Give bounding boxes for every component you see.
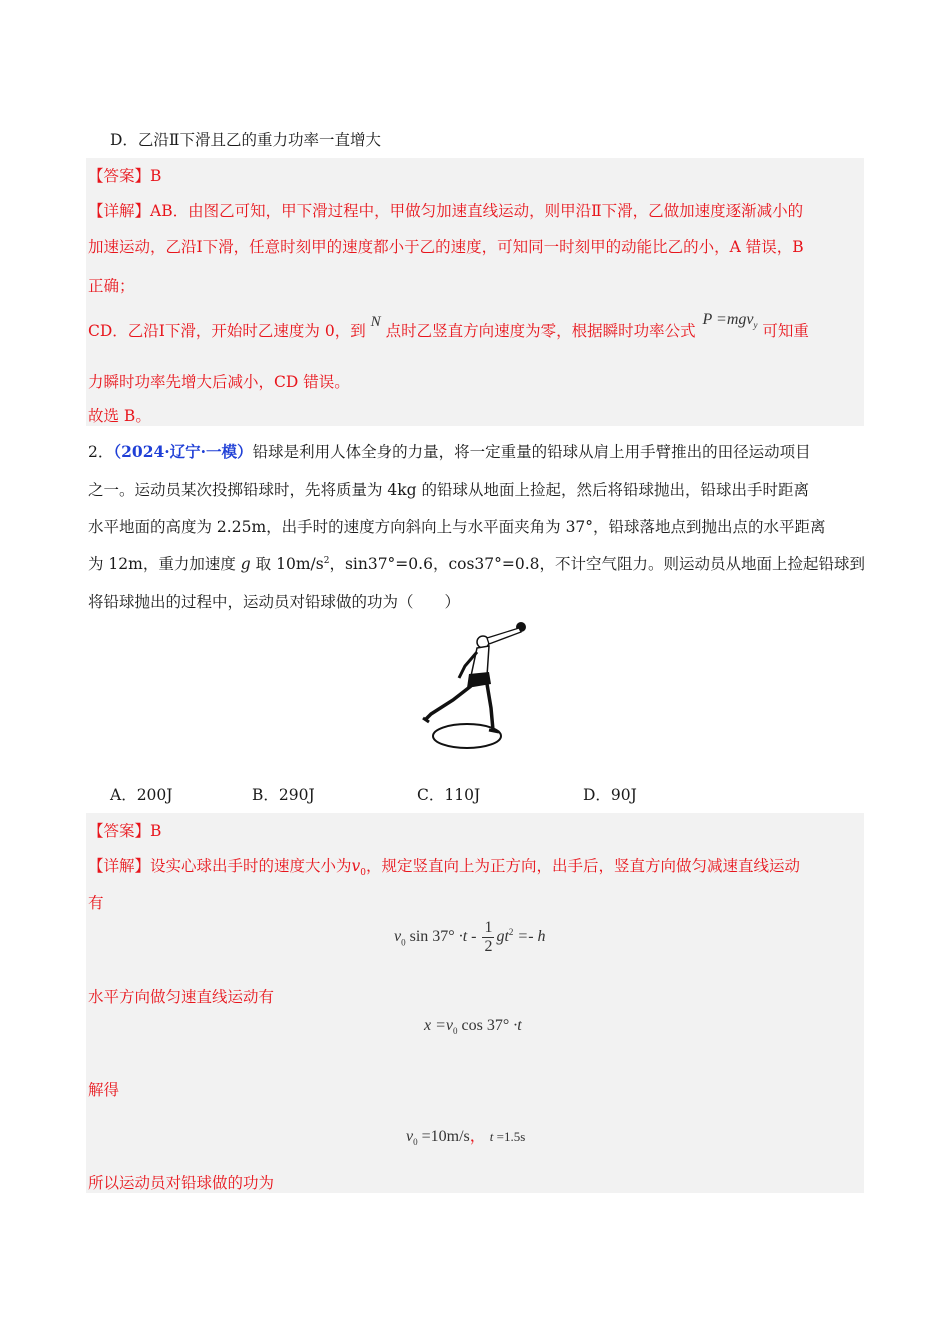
- detail-text: 可知重: [762, 322, 809, 340]
- stem-text: 铅球是利用人体全身的力量，将一定重量的铅球从肩上用手臂推出的田径运动项目: [252, 443, 811, 461]
- equation-horizontal: $x =v_0$ cos 37° ·t: [424, 1017, 522, 1037]
- question-number: 2．: [88, 443, 114, 461]
- equation-vertical: $v_0$ sin 37° ·t - $\frac{1}{2}$ $gt^2 =- h$: [394, 919, 546, 955]
- stem-text: 为 12m，重力加速度: [88, 555, 236, 573]
- eq-text: =10m/s: [417, 1128, 470, 1145]
- eq-text: =1.5s: [493, 1129, 526, 1144]
- question-2-line: [88, 440, 811, 462]
- stem-line: 将铅球抛出的过程中，运动员对铅球做的功为（ ）: [88, 593, 461, 611]
- option-c: C．110J: [417, 786, 481, 804]
- detail-line: 解得: [88, 1081, 120, 1099]
- eq-symbol: t: [489, 1129, 494, 1144]
- symbol-v: v: [351, 857, 361, 875]
- detail-text: CD．乙沿Ⅰ下滑，开始时乙速度为 0，到: [88, 322, 366, 340]
- stem-line: 之一。运动员某次投掷铅球时，先将质量为 4kg 的铅球从地面上捡起，然后将铅球抛出，铅球出手时距离: [88, 481, 810, 499]
- separator: ，: [469, 1128, 486, 1145]
- detail-line: 水平方向做匀速直线运动有: [88, 988, 275, 1006]
- eq-symbol: v: [394, 928, 402, 946]
- answer-block-q2: [86, 813, 864, 1193]
- option-b: B．290J: [252, 786, 315, 804]
- formula-sub: y: [753, 320, 758, 331]
- shot-put-athlete-figure: [415, 618, 533, 754]
- option-a: A．200J: [110, 786, 173, 804]
- stem-line: 水平地面的高度为 2.25m，出手时的速度方向斜向上与水平面夹角为 37°，铅球落地点到抛出点的水平距离: [88, 518, 826, 536]
- eq-text: sin 37°: [409, 928, 455, 946]
- detail-text: ，规定竖直向上为正方向，出手后，竖直方向做匀减速直线运动: [366, 857, 801, 875]
- detail-line: [88, 854, 800, 878]
- eq-text: ·t -: [458, 928, 477, 946]
- eq-symbol: v: [406, 1128, 414, 1145]
- stem-text: ，sin37°=0.6，cos37°=0.8，不计空气阻力。则运动员从地面上捡起铅球到: [329, 555, 866, 573]
- denominator: 2: [484, 938, 493, 955]
- detail-line: 正确；: [88, 277, 135, 295]
- option-d: D．乙沿Ⅱ下滑且乙的重力功率一直增大: [110, 131, 381, 149]
- detail-line: 【详解】AB．由图乙可知，甲下滑过程中，甲做匀加速直线运动，则甲沿Ⅱ下滑，乙做加速度逐渐减小的: [88, 202, 804, 220]
- answer-block-q1: [86, 158, 864, 426]
- detail-line: [88, 311, 809, 342]
- question-source: （2024·辽宁·一模）: [113, 442, 253, 461]
- option-d: D．90J: [583, 786, 637, 804]
- conclusion: 故选 B。: [88, 407, 151, 425]
- detail-line: 加速运动，乙沿Ⅰ下滑，任意时刻甲的速度都小于乙的速度，可知同一时刻甲的动能比乙的小，A 错误，B: [88, 238, 804, 256]
- superscript: 2: [323, 555, 330, 566]
- symbol-g: g: [240, 555, 251, 573]
- detail-line: 所以运动员对铅球做的功为: [88, 1174, 275, 1192]
- stem-text: 取 10m/s: [255, 555, 324, 573]
- power-formula: [702, 311, 758, 331]
- eq-text: =- h: [513, 928, 546, 946]
- eq-text: x =v: [424, 1017, 453, 1034]
- detail-line: 力瞬时功率先增大后减小，CD 错误。: [88, 373, 350, 391]
- answer-label: 【答案】B: [88, 822, 162, 840]
- point-n: N: [370, 314, 381, 330]
- eq-text: gt: [496, 928, 509, 946]
- stem-line: [88, 552, 865, 574]
- formula-text: P =mgv: [702, 311, 754, 328]
- equation-result: $v_0 =10m/s$， t =1.5s: [406, 1128, 526, 1148]
- detail-line: 有: [88, 894, 104, 912]
- numerator: 1: [484, 919, 493, 936]
- detail-text: 点时乙竖直方向速度为零，根据瞬时功率公式: [385, 322, 696, 340]
- detail-text: 【详解】设实心球出手时的速度大小为: [88, 857, 352, 875]
- eq-text: cos 37°: [461, 1017, 510, 1034]
- subscript: 0: [360, 868, 367, 879]
- answer-label: 【答案】B: [88, 167, 162, 185]
- eq-text: ·t: [513, 1017, 522, 1034]
- fraction: [482, 919, 494, 956]
